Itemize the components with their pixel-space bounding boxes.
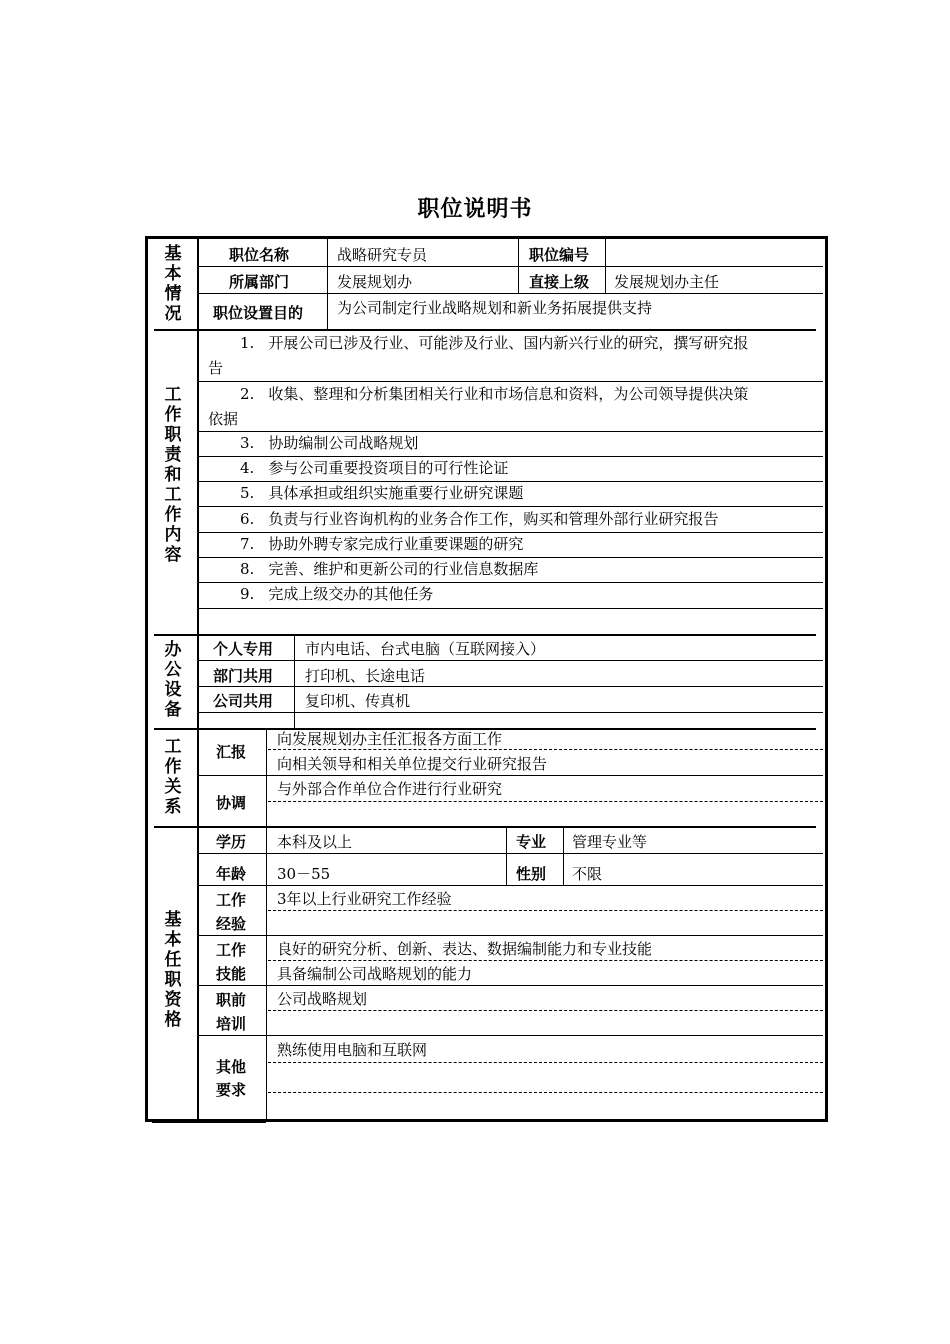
experience-value: 3年以上行业研究工作经验	[277, 890, 452, 908]
row-line	[198, 712, 823, 713]
col-line	[294, 635, 295, 728]
equipment-company-label: 公司共用	[213, 692, 274, 710]
skills-label-1: 工作	[216, 941, 247, 959]
duty-text: 开展公司已涉及行业、可能涉及行业、国内新兴行业的研究，撰写研究报	[268, 334, 749, 352]
dashed-line	[268, 1062, 823, 1063]
col-line	[327, 238, 328, 329]
section-equipment: 办公设备	[164, 640, 182, 720]
row-line	[198, 266, 823, 267]
equipment-personal-label: 个人专用	[213, 640, 274, 658]
row-line	[198, 885, 823, 886]
row-line	[198, 1035, 823, 1036]
position-name-label: 职位名称	[229, 246, 290, 264]
duty-number: 2.	[240, 385, 255, 403]
coord-line-1: 与外部合作单位合作进行行业研究	[277, 780, 503, 798]
section-divider	[154, 634, 816, 636]
section-column-divider	[197, 238, 199, 1122]
age-value: 30－55	[277, 865, 331, 883]
skills-line-2: 具备编制公司战略规划的能力	[277, 965, 473, 983]
row-line	[198, 293, 823, 294]
major-label: 专业	[516, 833, 547, 851]
equipment-personal-value: 市内电话、台式电脑（互联网接入）	[305, 640, 546, 658]
gender-value: 不限	[572, 865, 603, 883]
row-line	[198, 985, 823, 986]
gender-label: 性别	[516, 865, 547, 883]
age-label: 年龄	[216, 865, 247, 883]
training-label-2: 培训	[216, 1015, 247, 1033]
other-label-2: 要求	[216, 1081, 247, 1099]
duty-number: 3.	[240, 434, 255, 452]
row-line	[198, 686, 823, 687]
duty-number: 1.	[240, 334, 255, 352]
dashed-line	[268, 801, 823, 802]
duty-number: 5.	[240, 484, 255, 502]
duty-item	[208, 557, 820, 582]
duty-number: 4.	[240, 459, 255, 477]
duty-number: 7.	[240, 535, 255, 553]
row-line	[198, 935, 823, 936]
equipment-dept-value: 打印机、长途电话	[305, 667, 426, 685]
col-line	[605, 238, 606, 293]
duty-number: 8.	[240, 560, 255, 578]
other-value: 熟练使用电脑和互联网	[277, 1041, 428, 1059]
duty-number: 6.	[240, 510, 255, 528]
dashed-line	[268, 749, 823, 750]
dashed-line	[268, 1010, 823, 1011]
row-line	[198, 853, 823, 854]
duty-text: 协助外聘专家完成行业重要课题的研究	[268, 535, 524, 553]
coord-label: 协调	[216, 794, 247, 812]
dashed-line	[268, 1092, 823, 1093]
training-value: 公司战略规划	[277, 990, 368, 1008]
bottom-edge	[152, 1121, 266, 1123]
section-qualifications: 基本任职资格	[164, 910, 182, 1030]
row-line	[198, 660, 823, 661]
col-line	[266, 729, 267, 1122]
section-duties: 工作职责和工作内容	[164, 385, 182, 565]
purpose-label: 职位设置目的	[213, 304, 304, 322]
col-line	[518, 238, 519, 293]
duty-item	[208, 507, 820, 532]
duty-text: 参与公司重要投资项目的可行性论证	[268, 459, 509, 477]
col-line	[563, 827, 564, 885]
other-label-1: 其他	[216, 1058, 247, 1076]
report-line-2: 向相关领导和相关单位提交行业研究报告	[277, 755, 548, 773]
duty-item	[208, 331, 820, 381]
duty-text-cont: 告	[208, 359, 224, 377]
duty-item	[208, 582, 820, 607]
duty-text: 负责与行业咨询机构的业务合作工作，购买和管理外部行业研究报告	[268, 510, 719, 528]
page-title: 职位说明书	[417, 197, 533, 222]
duty-item	[208, 431, 820, 456]
duty-text: 完善、维护和更新公司的行业信息数据库	[268, 560, 539, 578]
duty-item	[208, 532, 820, 557]
section-basic-info: 基本情况	[164, 244, 182, 324]
purpose-value: 为公司制定行业战略规划和新业务拓展提供支持	[337, 299, 653, 317]
education-value: 本科及以上	[277, 833, 353, 851]
duty-item	[208, 481, 820, 506]
supervisor-value: 发展规划办主任	[614, 273, 720, 291]
duty-item	[208, 456, 820, 481]
experience-label-1: 工作	[216, 891, 247, 909]
duty-text: 收集、整理和分析集团相关行业和市场信息和资料，为公司领导提供决策	[268, 385, 749, 403]
equipment-dept-label: 部门共用	[213, 667, 274, 685]
duty-text-cont: 依据	[208, 410, 239, 428]
section-divider	[154, 826, 816, 828]
skills-line-1: 良好的研究分析、创新、表达、数据编制能力和专业技能	[277, 940, 653, 958]
section-relations: 工作关系	[164, 737, 182, 817]
department-label: 所属部门	[229, 273, 290, 291]
duty-text: 具体承担或组织实施重要行业研究课题	[268, 484, 524, 502]
position-name-value: 战略研究专员	[337, 246, 428, 264]
experience-label-2: 经验	[216, 915, 247, 933]
row-line	[198, 775, 823, 776]
position-code-label: 职位编号	[529, 246, 590, 264]
duty-number: 9.	[240, 585, 255, 603]
skills-label-2: 技能	[216, 965, 247, 983]
report-line-1: 向发展规划办主任汇报各方面工作	[277, 730, 503, 748]
education-label: 学历	[216, 833, 247, 851]
dashed-line	[268, 910, 823, 911]
row-line	[198, 608, 823, 609]
equipment-company-value: 复印机、传真机	[305, 692, 411, 710]
training-label-1: 职前	[216, 991, 247, 1009]
dashed-line	[268, 960, 823, 961]
department-value: 发展规划办	[337, 273, 413, 291]
col-line	[506, 827, 507, 885]
supervisor-label: 直接上级	[529, 273, 590, 291]
duty-item	[208, 382, 820, 432]
major-value: 管理专业等	[572, 833, 648, 851]
duty-text: 协助编制公司战略规划	[268, 434, 419, 452]
report-label: 汇报	[216, 743, 247, 761]
duty-text: 完成上级交办的其他任务	[268, 585, 434, 603]
